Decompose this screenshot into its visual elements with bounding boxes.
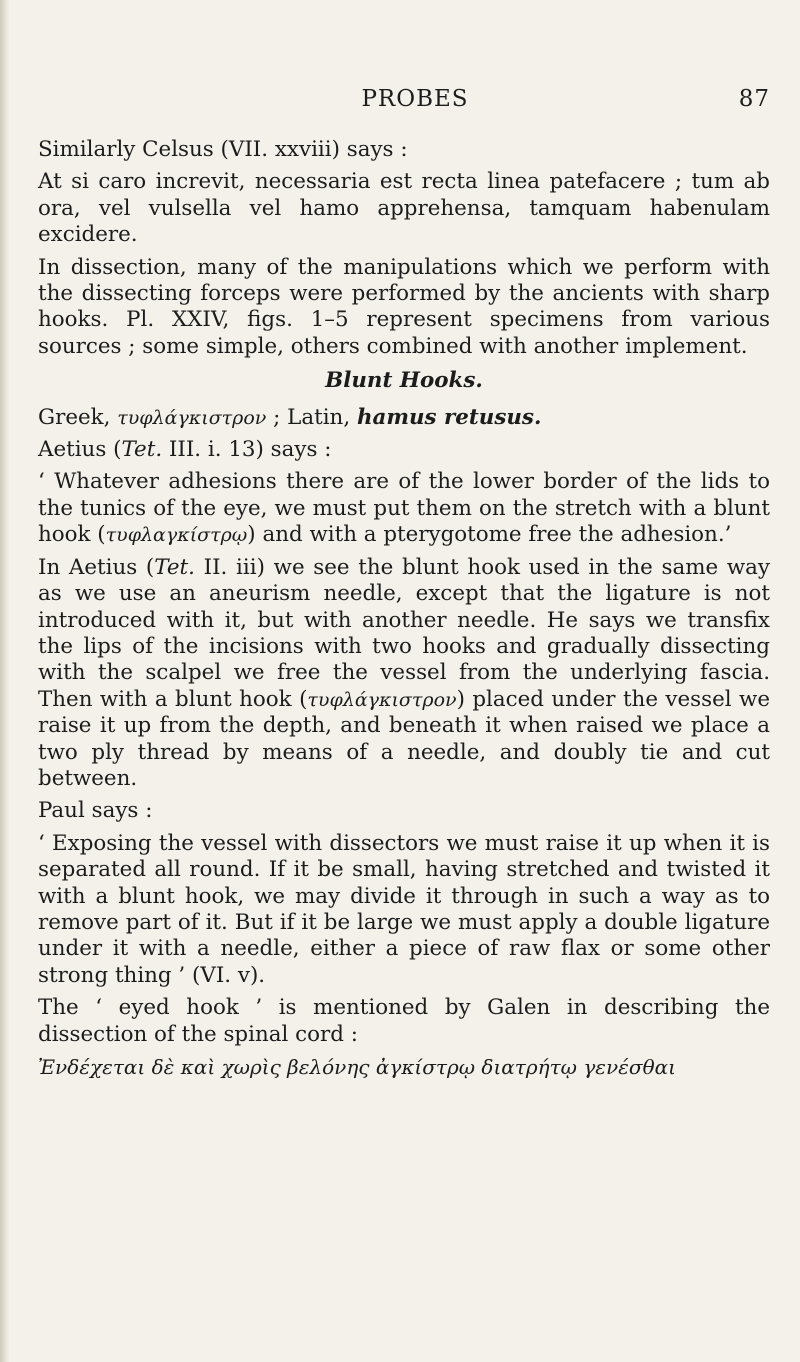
aneurism-tail: ) placed under the vessel we raise it up from the depth, and beneath it when raised we place a two ply thread by means of a needle, and doubly tie and cut between. (38, 686, 771, 791)
aetius-ref: Tet. (121, 437, 163, 463)
paragraph-paul-says: Paul says : (38, 798, 153, 824)
adhesions-lead: ‘ Whatever adhesions there are of the lower border of the lids to the tunics of the eye, we must put them on the stretch with a blunt hook ( (38, 469, 770, 548)
greek-quote-line: Ἐνδέχεται δὲ καὶ χωρὶς βελόνης ἀγκίστρῳ διατρήτῳ γενέσθαι (38, 1055, 676, 1079)
page-number: 87 (738, 86, 770, 112)
greek-term: τυφλάγκιστρον (117, 406, 267, 429)
aetius-lead: Aetius ( (38, 437, 122, 463)
paragraph-celsus-intro: Similarly Celsus (VII. xxviii) says : (38, 137, 408, 162)
aneurism-lead: In Aetius ( (38, 554, 155, 580)
paragraph-aneurism (38, 555, 770, 793)
paragraph-paul-quote: ‘ Exposing the vessel with dissectors we must raise it up when it is separated all round. If it be small, having stretched and twisted it with a blunt hook, we may divide it through in such a way as to remove part of it. But if it be large we must apply a double ligature under it with a needle, either a piece of raw flax or some other strong thing ’ (VI. v). (38, 830, 770, 988)
paragraph-dissection: In dissection, many of the manipulations which we perform with the dissecting forceps were performed by the ancients with sharp hooks. Pl. XXIV, figs. 1–5 represent specimens from various sources ; some simple, others combined with another implement. (38, 254, 770, 359)
paragraph-terms (38, 405, 770, 431)
terms-lead: Greek, (38, 404, 118, 430)
section-heading: Blunt Hooks. (325, 368, 483, 394)
body-text (38, 137, 770, 1080)
running-head (60, 86, 770, 116)
adhesions-tail: ) and with a pterygotome free the adhesion.’ (247, 522, 732, 548)
greek-term-2: τυφλάγκιστρον (307, 688, 457, 711)
running-title: PROBES (361, 86, 469, 112)
aetius-tail: III. i. 13) says : (162, 437, 332, 463)
greek-dative-term: τυφλαγκίστρῳ (105, 524, 248, 547)
paragraph-galen: The ‘ eyed hook ’ is mentioned by Galen in describing the dissection of the spinal cord : (38, 995, 770, 1047)
aneurism-mid: II. iii) we see the blunt hook used in the same way as we use an aneurism needle, except that the ligature is not introduced with it, but with another needle. He says we transfix the lips of the incisions with two hooks and gradually dissecting with the scalpel we free the vessel from the underlying fascia. Then with a blunt hook ( (38, 554, 770, 712)
aneurism-ref: Tet. (154, 554, 195, 580)
paragraph-adhesions-quote (38, 469, 770, 548)
latin-term: hamus retusus. (356, 404, 542, 430)
terms-mid: ; Latin, (266, 404, 357, 430)
paragraph-aetius-says (38, 437, 770, 463)
paragraph-latin-quote: At si caro increvit, necessaria est recta linea patefacere ; tum ab ora, vel vulsella vel hamo apprehensa, tamquam habenulam excidere. (38, 169, 770, 248)
